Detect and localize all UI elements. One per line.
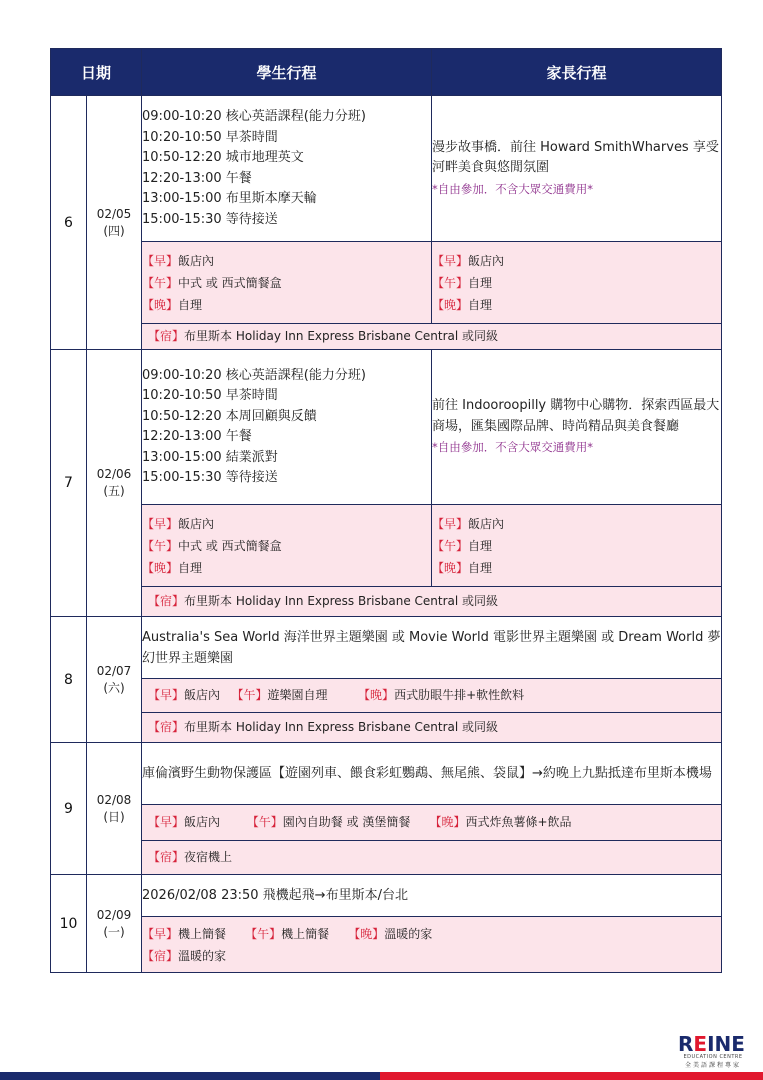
- meal-value: 自理: [468, 560, 493, 575]
- meal-value: 溫暖的家: [384, 926, 433, 941]
- header-parent: 家長行程: [432, 49, 722, 96]
- day-date: [87, 743, 142, 875]
- meal-value: 自理: [468, 275, 493, 290]
- dinner-label: 【晚】: [142, 560, 179, 575]
- day7-stay-row: [51, 587, 722, 617]
- breakfast-label: 【早】: [142, 516, 179, 531]
- meal-value: 飯店內: [184, 815, 221, 829]
- breakfast-label: 【早】: [432, 253, 469, 268]
- schedule-line: 12:20-13:00 午餐: [142, 429, 252, 444]
- stay-label: 【宿】: [148, 594, 185, 608]
- meal-value: 園內自助餐 或 漢堡簡餐: [282, 815, 411, 829]
- day6-stay-row: [51, 324, 722, 350]
- day6-activity-row: [51, 96, 722, 242]
- student-schedule: [142, 350, 432, 505]
- date-text: 02/07: [96, 663, 132, 678]
- parent-schedule: [432, 350, 722, 505]
- day6-meal-row: [51, 242, 722, 324]
- day-number: 7: [51, 350, 87, 617]
- schedule-line: 10:20-10:50 早茶時間: [142, 129, 278, 145]
- dinner-label: 【晚】: [142, 297, 179, 312]
- weekday-text: (一): [103, 924, 125, 939]
- parent-schedule: [432, 96, 722, 242]
- schedule-line: 10:20-10:50 早茶時間: [142, 388, 278, 403]
- meal-value: 飯店內: [468, 516, 505, 531]
- day-meals: [142, 805, 722, 841]
- header-date: 日期: [51, 49, 142, 96]
- date-text: 02/05: [96, 206, 132, 221]
- day7-meal-row: [51, 505, 722, 587]
- parent-note: *自由參加．不含大眾交通費用*: [432, 440, 594, 455]
- weekday-text: (六): [103, 680, 125, 695]
- stay: [142, 841, 722, 875]
- day9-meal-row: [51, 805, 722, 841]
- day-number: 10: [51, 875, 87, 973]
- day10-activity-row: [51, 875, 722, 917]
- date-text: 02/08: [96, 792, 132, 807]
- breakfast-label: 【早】: [432, 516, 469, 531]
- day-meals: [142, 679, 722, 713]
- day-number: 9: [51, 743, 87, 875]
- lunch-label: 【午】: [432, 275, 469, 290]
- schedule-line: 09:00-10:20 核心英語課程(能力分班): [142, 109, 366, 124]
- day-date: [87, 875, 142, 973]
- day-number: 6: [51, 96, 87, 350]
- parent-note: *自由參加．不含大眾交通費用*: [432, 181, 594, 196]
- date-text: 02/06: [96, 467, 132, 481]
- day-activity: 2026/02/08 23:50 飛機起飛→布里斯本/台北: [142, 875, 722, 917]
- meal-value: 飯店內: [468, 253, 505, 268]
- stay-value: 布里斯本 Holiday Inn Express Brisbane Central 或同級: [184, 594, 499, 608]
- meal-value: 自理: [468, 538, 493, 553]
- day-date: [87, 96, 142, 350]
- itinerary-table: [50, 48, 722, 973]
- meal-value: 西式肋眼牛排+軟性飲料: [394, 688, 525, 702]
- stay-label: 【宿】: [148, 850, 185, 864]
- header-student: 學生行程: [142, 49, 432, 96]
- schedule-line: 10:50-12:20 城市地理英文: [142, 150, 304, 165]
- schedule-line: 15:00-15:30 等待接送: [142, 470, 278, 485]
- day-activity: Australia's Sea World 海洋世界主題樂園 或 Movie World 電影世界主題樂園 或 Dream World 夢幻世界主題樂園: [142, 617, 722, 679]
- stay-value: 溫暖的家: [178, 948, 227, 963]
- weekday-text: (五): [103, 484, 125, 498]
- meal-value: 遊樂園自理: [267, 688, 328, 702]
- stay: [142, 324, 722, 350]
- stay: [142, 713, 722, 743]
- day-meals: [142, 917, 722, 973]
- student-schedule: [142, 96, 432, 242]
- stay-value: 布里斯本 Holiday Inn Express Brisbane Central 或同級: [184, 720, 499, 734]
- logo-tagline: EDUCATION CENTRE: [683, 1054, 743, 1060]
- day-date: [87, 617, 142, 743]
- schedule-line: 13:00-15:00 結業派對: [142, 449, 278, 465]
- lunch-label: 【午】: [432, 538, 469, 553]
- parent-activity: 漫步故事橋．前往 Howard SmithWharves 享受河畔美食與悠閒氛圍: [432, 139, 719, 176]
- day8-stay-row: [51, 713, 722, 743]
- meal-value: 自理: [178, 297, 203, 312]
- breakfast-label: 【早】: [148, 815, 185, 829]
- lunch-label: 【午】: [246, 815, 283, 829]
- parent-meals: [432, 505, 722, 587]
- parent-meals: [432, 242, 722, 324]
- day9-stay-row: [51, 841, 722, 875]
- schedule-line: 10:50-12:20 本周回顧與反饋: [142, 408, 317, 424]
- dinner-label: 【晚】: [358, 688, 395, 702]
- day-activity: 庫倫濱野生動物保護區【遊園列車、餵食彩虹鸚鵡、無尾熊、袋鼠】→約晚上九點抵達布里斯本機場: [142, 743, 722, 805]
- stay: [142, 587, 722, 617]
- meal-value: 自理: [468, 297, 493, 312]
- reine-logo: [678, 1034, 748, 1070]
- day7-activity-row: [51, 350, 722, 505]
- logo-wordmark: REINE: [678, 1032, 745, 1056]
- meal-value: 中式 或 西式簡餐盒: [178, 275, 282, 290]
- meal-value: 飯店內: [178, 253, 215, 268]
- meal-value: 西式炸魚薯條+飲品: [465, 815, 572, 829]
- footer-bar-navy: [0, 1072, 380, 1080]
- student-meals: [142, 505, 432, 587]
- dinner-label: 【晚】: [432, 560, 469, 575]
- schedule-line: 13:00-15:00 布里斯本摩天輪: [142, 191, 317, 206]
- meal-value: 中式 或 西式簡餐盒: [178, 538, 282, 553]
- dinner-label: 【晚】: [429, 815, 466, 829]
- day8-activity-row: [51, 617, 722, 679]
- stay-label: 【宿】: [148, 720, 185, 734]
- table-header: [51, 49, 722, 96]
- lunch-label: 【午】: [142, 538, 179, 553]
- schedule-line: 09:00-10:20 核心英語課程(能力分班): [142, 367, 366, 383]
- stay-value: 夜宿機上: [184, 850, 233, 864]
- weekday-text: (日): [103, 809, 125, 824]
- breakfast-label: 【早】: [142, 253, 179, 268]
- day9-activity-row: [51, 743, 722, 805]
- lunch-label: 【午】: [245, 926, 282, 941]
- lunch-label: 【午】: [231, 688, 268, 702]
- schedule-line: 15:00-15:30 等待接送: [142, 211, 278, 227]
- meal-value: 機上簡餐: [178, 926, 227, 941]
- meal-value: 飯店內: [178, 516, 215, 531]
- stay-value: 布里斯本 Holiday Inn Express Brisbane Central 或同級: [184, 329, 499, 343]
- dinner-label: 【晚】: [348, 926, 385, 941]
- lunch-label: 【午】: [142, 275, 179, 290]
- dinner-label: 【晚】: [432, 297, 469, 312]
- day-number: 8: [51, 617, 87, 743]
- meal-value: 飯店內: [184, 688, 221, 702]
- weekday-text: (四): [103, 223, 125, 238]
- stay-label: 【宿】: [148, 329, 185, 343]
- schedule-line: 12:20-13:00 午餐: [142, 170, 252, 186]
- day10-meal-row: [51, 917, 722, 973]
- footer-bar-red: [380, 1072, 763, 1080]
- date-text: 02/09: [96, 907, 132, 922]
- student-meals: [142, 242, 432, 324]
- day-date: [87, 350, 142, 617]
- day8-meal-row: [51, 679, 722, 713]
- logo-subtitle: 全美語課程專家: [684, 1062, 741, 1069]
- parent-activity: 前往 Indooroopilly 購物中心購物．探索西區最大商場，匯集國際品牌、時尚精品與美食餐廳: [432, 398, 720, 434]
- meal-value: 機上簡餐: [281, 926, 330, 941]
- breakfast-label: 【早】: [148, 688, 185, 702]
- breakfast-label: 【早】: [142, 926, 179, 941]
- meal-value: 自理: [178, 560, 203, 575]
- stay-label: 【宿】: [142, 948, 179, 963]
